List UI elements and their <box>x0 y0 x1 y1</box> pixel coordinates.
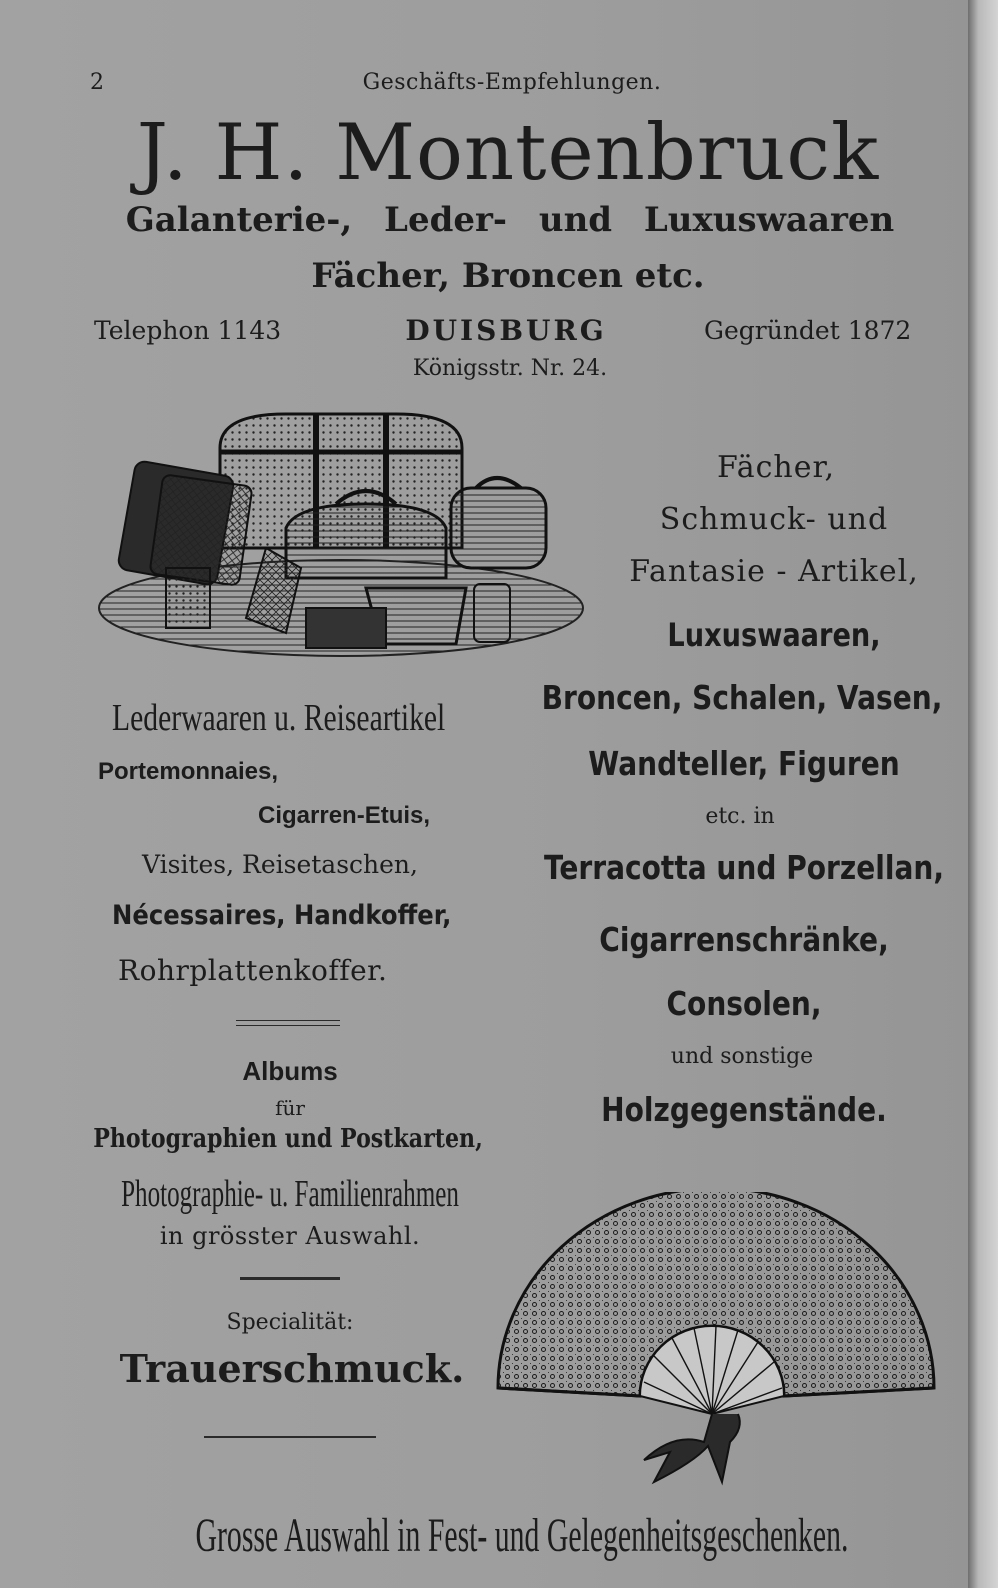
right-line-2: Schmuck- und <box>659 502 889 537</box>
luggage-illustration-icon <box>96 408 586 660</box>
company-founded: Gegründet 1872 <box>704 316 912 345</box>
left-photos: Photographien und Postkarten, <box>93 1124 483 1154</box>
company-tagline-2: Fächer, Broncen etc. <box>311 256 705 296</box>
company-city: DUISBURG <box>405 314 607 347</box>
page-edge <box>968 0 998 1588</box>
company-name: J. H. Montenbruck <box>136 108 880 198</box>
right-line-7: etc. in <box>705 804 775 829</box>
page-number: 2 <box>90 70 104 95</box>
left-speciality: Trauerschmuck. <box>119 1346 465 1391</box>
left-albums: Albums <box>242 1056 338 1086</box>
right-line-12: Holzgegenstände. <box>601 1090 887 1129</box>
right-line-1: Fächer, <box>716 450 836 485</box>
left-divider-1b <box>236 1025 340 1026</box>
footer-text: Grosse Auswahl in Fest- und Gelegenheitsgeschenken. <box>195 1509 849 1562</box>
left-fuer: für <box>275 1096 305 1120</box>
left-divider-1 <box>236 1020 340 1021</box>
right-line-10: Consolen, <box>666 984 822 1023</box>
left-line-1: Portemonnaies, <box>98 758 279 785</box>
right-line-3: Fantasie - Artikel, <box>629 554 919 589</box>
company-address: Königsstr. Nr. 24. <box>412 356 608 381</box>
left-divider-2 <box>240 1277 340 1280</box>
left-line-4: Nécessaires, Handkoffer, <box>112 900 452 931</box>
left-frames: Photographie- u. Familienrahmen <box>121 1173 459 1215</box>
right-line-6: Wandteller, Figuren <box>588 744 900 783</box>
left-line-2: Cigarren-Etuis, <box>258 802 431 829</box>
right-line-8: Terracotta und Porzellan, <box>543 848 945 887</box>
left-line-3: Visites, Reisetaschen, <box>142 850 418 879</box>
left-speciality-label: Specialität: <box>226 1310 354 1335</box>
left-selection: in grösster Auswahl. <box>159 1222 421 1250</box>
company-telephone: Telephon 1143 <box>94 316 282 345</box>
right-line-4: Luxuswaaren, <box>667 616 881 654</box>
right-line-5: Broncen, Schalen, Vasen, <box>541 678 943 717</box>
company-tagline-1: Galanterie-, Leder- und Luxuswaaren <box>125 200 895 240</box>
fan-illustration-icon <box>494 1192 938 1492</box>
left-line-5: Rohrplattenkoffer. <box>118 954 388 987</box>
right-line-11: und sonstige <box>670 1044 814 1069</box>
left-heading: Lederwaaren u. Reiseartikel <box>112 697 446 739</box>
left-divider-3 <box>204 1436 376 1438</box>
right-line-9: Cigarrenschränke, <box>599 920 889 959</box>
running-title: Geschäfts-Empfehlungen. <box>362 70 662 95</box>
